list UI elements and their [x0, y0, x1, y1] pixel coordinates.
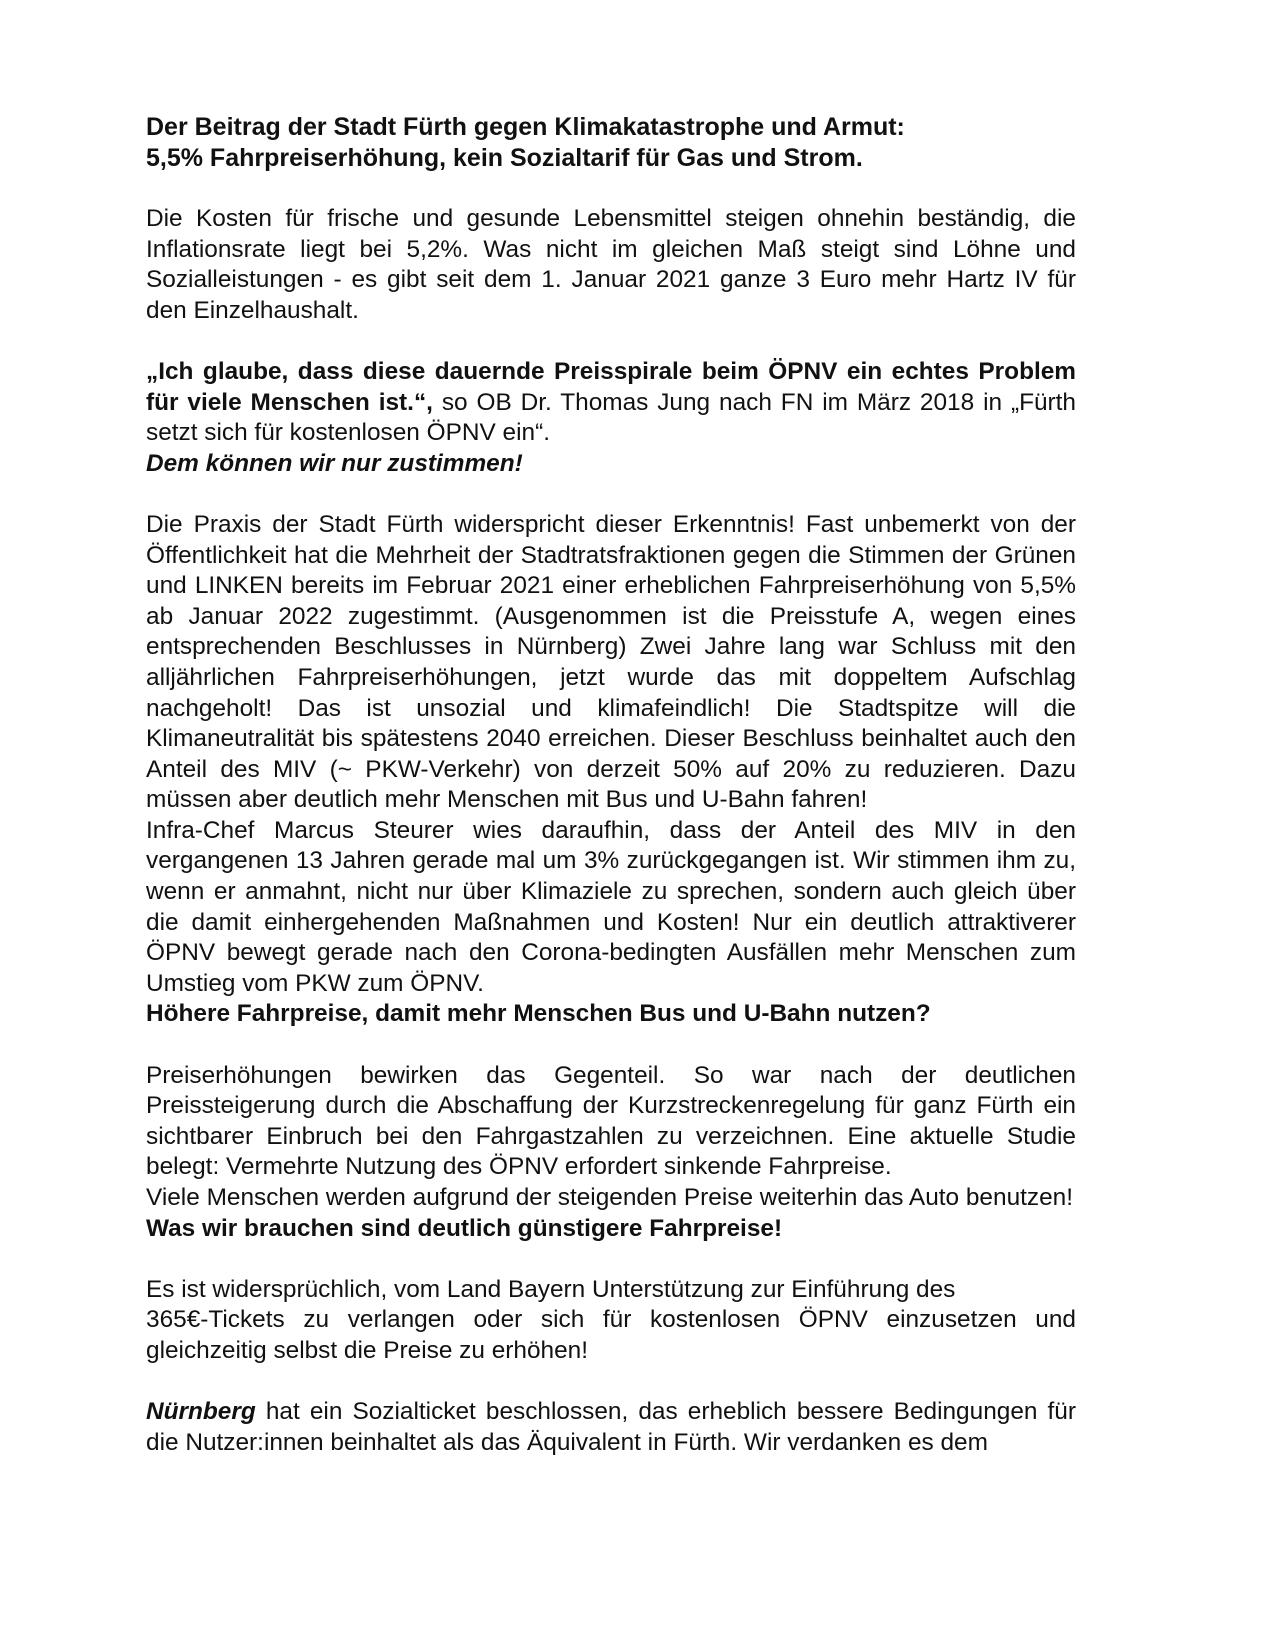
paragraph-inflation: Die Kosten für frische und gesunde Lebensmittel steigen ohnehin beständig, die Inflationsrate liegt bei 5,2%. Was nicht im gleichen Maß steigt sind Löhne und Sozialleistungen - es gibt seit dem 1. Januar 2021 ganze 3 Euro mehr Hartz IV für den Einzelhaushalt. [146, 205, 1076, 324]
section-price-increase [146, 1061, 1076, 1245]
title-line-2: 5,5% Fahrpreiserhöhung, kein Sozialtarif für Gas und Strom. [146, 144, 863, 172]
quote-paragraph [146, 357, 1076, 449]
paragraph-car-use: Viele Menschen werden aufgrund der steigenden Preise weiterhin das Auto benutzen! [146, 1184, 1074, 1211]
agreement-statement: Dem können wir nur zustimmen! [146, 449, 523, 477]
title-line-1: Der Beitrag der Stadt Fürth gegen Klimakatastrophe und Armut: [146, 113, 905, 141]
document-title [146, 112, 1076, 174]
nuernberg-label: Nürnberg [146, 1398, 256, 1426]
contradiction-rest: 365€-Tickets zu verlangen oder sich für kostenlosen ÖPNV einzusetzen und gleichzeitig selbst die Preise zu erhöhen! [146, 1306, 1076, 1364]
document-page [146, 112, 1076, 1458]
paragraph-practice: Die Praxis der Stadt Fürth widerspricht dieser Erkenntnis! Fast unbemerkt von der Öffentlichkeit hat die Mehrheit der Stadtratsfraktionen gegen die Stimmen der Grünen und LINKEN bereits im Februar 2021 einer erheblichen Fahrpreiserhöhung von 5,5% ab Januar 2022 zugestimmt. (Ausgenommen ist die Preisstufe A, wegen eines entsprechenden Beschlusses in Nürnberg) Zwei Jahre lang war Schluss mit den alljährlichen Fahrpreiserhöhungen, jetzt wurde das mit doppeltem Aufschlag nachgeholt! Das ist unsozial und klimafeindlich! Die Stadtspitze will die Klimaneutralität bis spätestens 2040 erreichen. Dieser Beschluss beinhaltet auch den Anteil des MIV (~ PKW-Verkehr) von derzeit 50% auf 20% zu reduzieren. Dazu müssen aber deutlich mehr Menschen mit Bus und U-Bahn fahren! [146, 510, 1076, 814]
paragraph-contradiction [146, 1275, 1076, 1367]
contradiction-line-1: Es ist widersprüchlich, vom Land Bayern Unterstützung zur Einführung des [146, 1275, 956, 1303]
quote-block [146, 357, 1076, 479]
quote-text: „Ich glaube, dass diese dauernde Preisspirale beim ÖPNV ein echtes Problem für viele Menschen ist.“, [146, 357, 1076, 416]
paragraph-price-effect: Preiserhöhungen bewirken das Gegenteil. So war nach der deutlichen Preissteigerung durch die Abschaffung der Kurzstreckenregelung für ganz Fürth ein sichtbarer Einbruch bei den Fahrgastzahlen zu verzeichnen. Eine aktuelle Studie belegt: Vermehrte Nutzung des ÖPNV erfordert sinkende Fahrpreise. [146, 1061, 1076, 1181]
question-heading: Höhere Fahrpreise, damit mehr Menschen Bus und U-Bahn nutzen? [146, 1000, 931, 1028]
quote-source: so OB Dr. Thomas Jung nach FN im März 2018 in „Fürth setzt sich für kostenlosen ÖPNV ein“. [146, 388, 1076, 447]
need-heading: Was wir brauchen sind deutlich günstigere Fahrpreise! [146, 1214, 783, 1242]
nuernberg-text: hat ein Sozialticket beschlossen, das erheblich bessere Bedingungen für die Nutzer:innen beinhaltet als das Äquivalent in Fürth. Wir verdanken es dem [146, 1398, 1076, 1456]
paragraph-nuernberg [146, 1397, 1076, 1458]
paragraph-infra-chef: Infra-Chef Marcus Steurer wies daraufhin, dass der Anteil des MIV in den vergangenen 13 Jahren gerade mal um 3% zurückgegangen ist. Wir stimmen ihm zu, wenn er anmahnt, nicht nur über Klimaziele zu sprechen, sondern auch gleich über die damit einhergehenden Maßnahmen und Kosten! Nur ein deutlich attraktiverer ÖPNV bewegt gerade nach den Corona-bedingten Ausfällen mehr Menschen zum Umstieg vom PKW zum ÖPNV. [146, 816, 1076, 997]
section-practice [146, 510, 1076, 1030]
